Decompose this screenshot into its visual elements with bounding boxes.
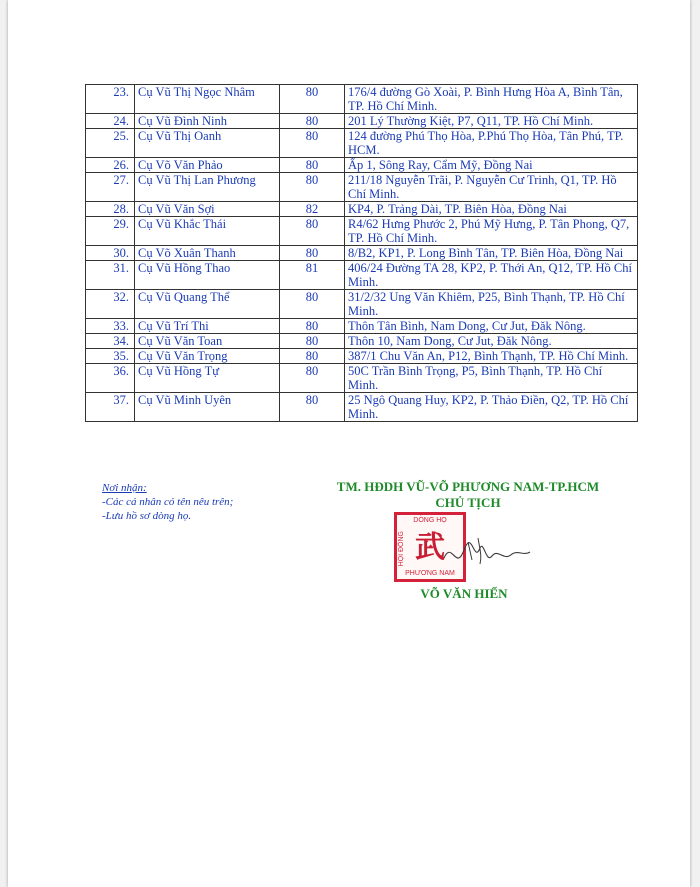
- person-age: 80: [280, 158, 345, 173]
- person-name: Cụ Vũ Văn Trọng: [135, 349, 280, 364]
- person-age: 80: [280, 173, 345, 202]
- person-address: Thôn 10, Nam Dong, Cư Jut, Đăk Nông.: [345, 334, 638, 349]
- handwritten-signature: [434, 520, 534, 580]
- table-row: [86, 364, 638, 393]
- person-age: 80: [280, 246, 345, 261]
- person-address: 387/1 Chu Văn An, P12, Bình Thạnh, TP. Hồ Chí Minh.: [345, 349, 638, 364]
- row-number: 26.: [86, 158, 135, 173]
- table-row: [86, 114, 638, 129]
- recipients-line: -Lưu hồ sơ dòng họ.: [102, 510, 192, 522]
- signature-block: [308, 479, 628, 511]
- row-number: 31.: [86, 261, 135, 290]
- row-number: 37.: [86, 393, 135, 422]
- table-row: [86, 129, 638, 158]
- person-age: 80: [280, 393, 345, 422]
- table-row: [86, 173, 638, 202]
- person-name: Cụ Vũ Văn Sợi: [135, 202, 280, 217]
- table-row: [86, 202, 638, 217]
- person-address: 50C Trần Bình Trọng, P5, Bình Thạnh, TP. Hồ Chí Minh.: [345, 364, 638, 393]
- row-number: 33.: [86, 319, 135, 334]
- person-name: Cụ Vũ Trí Thi: [135, 319, 280, 334]
- person-name: Cụ Vũ Đình Ninh: [135, 114, 280, 129]
- document-page: [8, 0, 690, 887]
- person-name: Cụ Vũ Thị Oanh: [135, 129, 280, 158]
- person-age: 80: [280, 364, 345, 393]
- person-age: 80: [280, 114, 345, 129]
- person-name: Cụ Võ Văn Phảo: [135, 158, 280, 173]
- person-name: Cụ Vũ Khắc Thái: [135, 217, 280, 246]
- person-name: Cụ Vũ Quang Thể: [135, 290, 280, 319]
- row-number: 34.: [86, 334, 135, 349]
- recipients-line: -Các cá nhân có tên nêu trên;: [102, 496, 234, 508]
- recipients-title: Nơi nhận:: [102, 482, 147, 494]
- table-row: [86, 261, 638, 290]
- row-number: 24.: [86, 114, 135, 129]
- table-row: [86, 334, 638, 349]
- row-number: 35.: [86, 349, 135, 364]
- person-address: KP4, P. Trảng Dài, TP. Biên Hòa, Đồng Nai: [345, 202, 638, 217]
- row-number: 30.: [86, 246, 135, 261]
- person-name: Cụ Vũ Hồng Tự: [135, 364, 280, 393]
- person-name: Cụ Vũ Văn Toan: [135, 334, 280, 349]
- person-address: 201 Lý Thường Kiệt, P7, Q11, TP. Hồ Chí Minh.: [345, 114, 638, 129]
- person-age: 81: [280, 261, 345, 290]
- person-name: Cụ Vũ Thị Lan Phương: [135, 173, 280, 202]
- signer-role: CHỦ TỊCH: [435, 495, 501, 510]
- seal-character: 武: [415, 530, 445, 565]
- person-age: 80: [280, 129, 345, 158]
- person-age: 80: [280, 85, 345, 114]
- row-number: 27.: [86, 173, 135, 202]
- row-number: 25.: [86, 129, 135, 158]
- person-name: Cụ Vũ Thị Ngọc Nhâm: [135, 85, 280, 114]
- person-address: 25 Ngô Quang Huy, KP2, P. Thảo Điền, Q2, TP. Hồ Chí Minh.: [345, 393, 638, 422]
- person-age: 82: [280, 202, 345, 217]
- person-age: 80: [280, 349, 345, 364]
- person-age: 80: [280, 290, 345, 319]
- table-row: [86, 158, 638, 173]
- person-address: Ấp 1, Sông Ray, Cẩm Mỹ, Đồng Nai: [345, 158, 638, 173]
- person-age: 80: [280, 334, 345, 349]
- clan-seal: [394, 512, 536, 584]
- council-name: TM. HĐDH VŨ-VÕ PHƯƠNG NAM-TP.HCM: [336, 479, 600, 494]
- person-address: 8/B2, KP1, P. Long Bình Tân, TP. Biên Hòa, Đồng Nai: [345, 246, 638, 261]
- table-row: [86, 217, 638, 246]
- person-name: Cụ Vũ Minh Uyên: [135, 393, 280, 422]
- seal-left-text: HỘI ĐỒNG: [398, 531, 405, 567]
- elder-list-table: [85, 84, 638, 422]
- table-body: [86, 85, 638, 422]
- table-row: [86, 290, 638, 319]
- person-address: 176/4 đường Gò Xoài, P. Bình Hưng Hòa A, Bình Tân, TP. Hồ Chí Minh.: [345, 85, 638, 114]
- row-number: 23.: [86, 85, 135, 114]
- person-address: Thôn Tân Bình, Nam Dong, Cư Jut, Đăk Nông.: [345, 319, 638, 334]
- person-name: Cụ Vũ Hồng Thao: [135, 261, 280, 290]
- seal-bottom-text: PHƯƠNG NAM: [405, 570, 455, 577]
- recipients-block: [102, 481, 233, 523]
- table-row: [86, 349, 638, 364]
- person-name: Cụ Võ Xuân Thanh: [135, 246, 280, 261]
- table-row: [86, 393, 638, 422]
- row-number: 29.: [86, 217, 135, 246]
- row-number: 28.: [86, 202, 135, 217]
- person-address: R4/62 Hưng Phước 2, Phú Mỹ Hưng, P. Tân Phong, Q7, TP. Hồ Chí Minh.: [345, 217, 638, 246]
- row-number: 36.: [86, 364, 135, 393]
- row-number: 32.: [86, 290, 135, 319]
- person-address: 211/18 Nguyễn Trãi, P. Nguyễn Cư Trinh, Q1, TP. Hồ Chí Minh.: [345, 173, 638, 202]
- table-row: [86, 85, 638, 114]
- person-address: 124 đường Phú Thọ Hòa, P.Phú Thọ Hòa, Tân Phú, TP. HCM.: [345, 129, 638, 158]
- person-age: 80: [280, 217, 345, 246]
- seal-top-text: DÒNG HỌ: [413, 517, 447, 524]
- person-address: 31/2/32 Ung Văn Khiêm, P25, Bình Thạnh, TP. Hồ Chí Minh.: [345, 290, 638, 319]
- table-row: [86, 246, 638, 261]
- person-address: 406/24 Đường TA 28, KP2, P. Thới An, Q12, TP. Hồ Chí Minh.: [345, 261, 638, 290]
- person-age: 80: [280, 319, 345, 334]
- signer-name: VÕ VĂN HIẾN: [420, 586, 508, 601]
- table-row: [86, 319, 638, 334]
